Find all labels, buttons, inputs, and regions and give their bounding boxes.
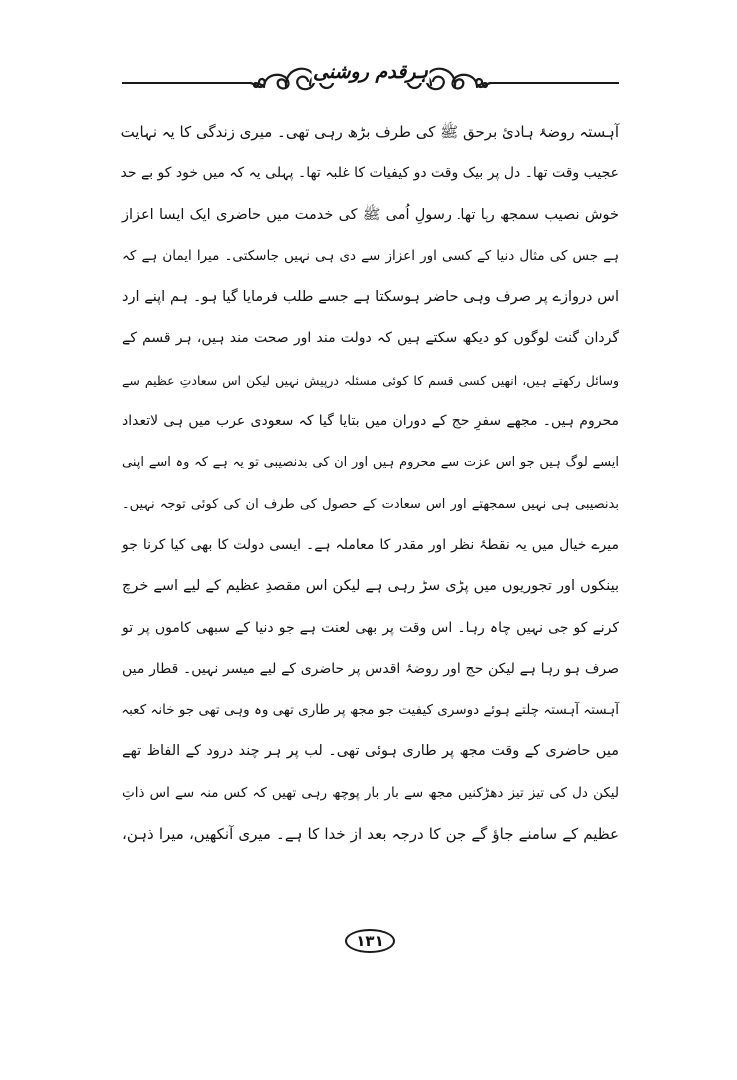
- header-rule-right: [491, 82, 619, 84]
- text-line: کرنے کو جی نہیں چاہ رہا۔ اس وقت پر بھی لعنت ہے جو دنیا کے سبھی کاموں پر تو: [122, 619, 619, 636]
- text-line: آہستہ آہستہ چلتے ہوئے دوسری کیفیت جو مجھ پر طاری تھی وہ وہی تھی جو خانہ کعبہ: [121, 702, 619, 719]
- text-line: خوش نصیب سمجھ رہا تھا۔ رسولِ اُمی ﷺ کی خدمت میں حاضری ایک ایسا اعزاز: [122, 206, 619, 223]
- body-text: [122, 112, 619, 855]
- text-line: ایسے لوگ ہیں جو اس عزت سے محروم ہیں اور ان کی بدنصیبی تو یہ ہے کہ وہ اسے اپنی: [122, 455, 619, 471]
- text-line: عظیم کے سامنے جاؤ گے جن کا درجہ بعد از خدا کا ہے۔ میری آنکھیں، میرا ذہن،: [122, 825, 619, 844]
- text-line: میرے خیال میں یہ نقطۂ نظر اور مقدر کا معاملہ ہے۔ ایسی دولت کا بھی کیا کرنا جو: [122, 536, 619, 553]
- text-line: عجیب وقت تھا۔ دل پر بیک وقت دو کیفیات کا غلبہ تھا۔ پہلی یہ کہ میں خود کو بے حد: [120, 165, 619, 182]
- header-title: ہرقدم روشنی: [313, 61, 428, 83]
- page-number: ۱۳۱: [345, 929, 395, 953]
- text-line: صرف ہو رہا ہے لیکن حج اور روضۂ اقدس پر حاضری کے لیے میسر نہیں۔ قطار میں: [122, 660, 619, 677]
- header-rule-left: [122, 82, 250, 84]
- text-line: محروم ہیں۔ مجھے سفرِ حج کے دوران میں بتایا گیا کہ سعودی عرب میں ہی لاتعداد: [122, 413, 619, 430]
- text-line: اس دروازے پر صرف وہی حاضر ہوسکتا ہے جسے طلب فرمایا گیا ہو۔ ہم اپنے ارد: [122, 289, 619, 306]
- text-line: ہے جس کی مثال دنیا کے کسی اور اعزاز سے دی ہی نہیں جاسکتی۔ میرا ایمان ہے کہ: [122, 247, 619, 264]
- text-line: میں حاضری کے وقت مجھ پر طاری ہوئی تھی۔ لب پر ہر چند درود کے الفاظ تھے: [122, 743, 619, 760]
- text-line: آہستہ روضۂ ہادیٔ برحق ﷺ کی طرف بڑھ رہی تھی۔ میری زندگی کا یہ نہایت: [120, 123, 619, 141]
- text-line: بینکوں اور تجوریوں میں پڑی سڑ رہی ہے لیکن اس مقصدِ عظیم کے لیے اسے خرچ: [122, 578, 619, 595]
- text-line: گردان گنت لوگوں کو دیکھ سکتے ہیں کہ دولت مند اور صحت مند ہیں، ہر قسم کے: [122, 330, 619, 347]
- running-header: [122, 55, 619, 105]
- text-line: وسائل رکھتے ہیں، انھیں کسی قسم کا کوئی مسئلہ درپیش نہیں لیکن اس سعادتِ عظیم سے: [122, 372, 619, 388]
- text-line: لیکن دل کی تیز تیز دھڑکنیں مجھ سے بار بار پوچھ رہی تھیں کہ کس منہ سے اس ذاتِ: [122, 784, 619, 801]
- text-line: بدنصیبی ہی نہیں سمجھتے اور اس سعادت کے حصول کی طرف ان کی کوئی توجہ نہیں۔: [122, 496, 619, 512]
